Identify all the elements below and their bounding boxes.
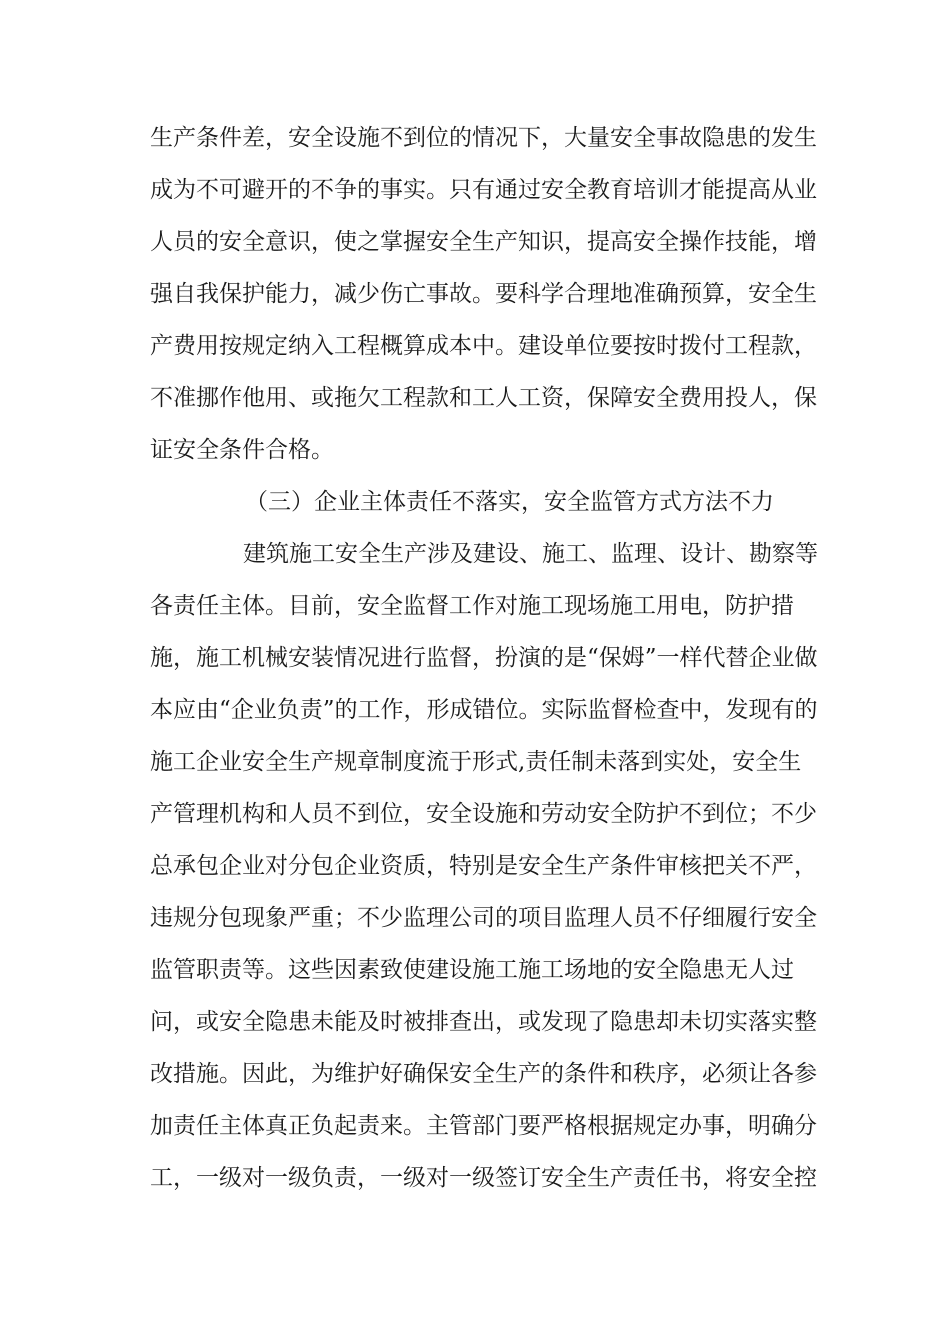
text-line-18: 问，或安全隐患未能及时被排查出，或发现了隐患却未切实落实整 (150, 1009, 817, 1035)
text-line-7: 证安全条件合格。 (150, 437, 334, 463)
text-line-5: 产费用按规定纳入工程概算成本中。建设单位要按时拨付工程款， (150, 333, 817, 359)
text-line-4: 强自我保护能力，减少伤亡事故。要科学合理地准确预算，安全生 (150, 281, 817, 307)
text-line-11: 施，施工机械安装情况进行监督，扮演的是“保姆”一样代替企业做 (150, 645, 818, 671)
text-line-14: 产管理机构和人员不到位，安全设施和劳动安全防护不到位；不少 (150, 801, 817, 827)
text-line-3: 人员的安全意识，使之掌握安全生产知识，提高安全操作技能，增 (150, 229, 817, 255)
text-line-6: 不准挪作他用、或拖欠工程款和工人工资，保障安全费用投人，保 (150, 385, 817, 411)
text-line-13: 施工企业安全生产规章制度流于形式,责任制未落到实处，安全生 (150, 749, 802, 775)
text-line-19: 改措施。因此，为维护好确保安全生产的条件和秩序，必须让各参 (150, 1061, 817, 1087)
text-line-2: 成为不可避开的不争的事实。只有通过安全教育培训才能提高从业 (150, 177, 817, 203)
text-line-15: 总承包企业对分包企业资质，特别是安全生产条件审核把关不严， (150, 853, 817, 879)
text-line-12: 本应由“企业负责”的工作，形成错位。实际监督检查中，发现有的 (150, 697, 818, 723)
section-heading: （三）企业主体责任不落实，安全监管方式方法不力 (245, 489, 774, 515)
text-line-17: 监管职责等。这些因素致使建设施工施工场地的安全隐患无人过 (150, 957, 794, 983)
text-line-20: 加责任主体真正负起责来。主管部门要严格根据规定办事，明确分 (150, 1113, 817, 1139)
text-line-16: 违规分包现象严重；不少监理公司的项目监理人员不仔细履行安全 (150, 905, 817, 931)
text-line-10: 各责任主体。目前，安全监督工作对施工现场施工用电，防护措 (150, 593, 794, 619)
text-line-1: 生产条件差，安全设施不到位的情况下，大量安全事故隐患的发生 (150, 125, 817, 151)
text-line-9: 建筑施工安全生产涉及建设、施工、监理、设计、勘察等 (243, 541, 818, 567)
text-line-21: 工，一级对一级负责，一级对一级签订安全生产责任书，将安全控 (150, 1165, 817, 1191)
